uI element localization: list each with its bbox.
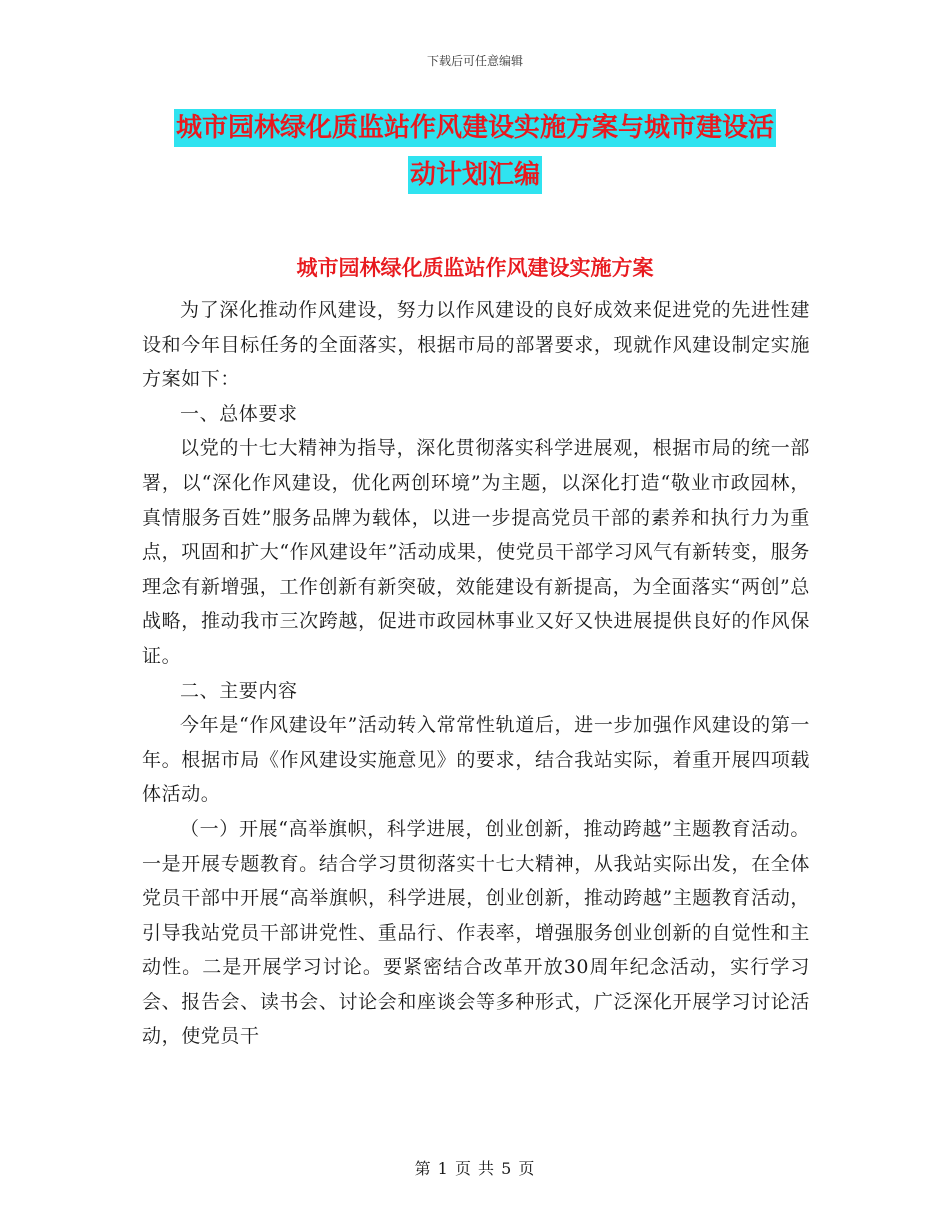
header-note: 下载后可任意编辑 [426, 54, 523, 68]
section-title: 城市园林绿化质监站作风建设实施方案 [296, 255, 654, 280]
heading-general-requirements: 一、总体要求 [180, 402, 298, 425]
document-title-highlight: 动计划汇编 [408, 156, 542, 194]
paragraph-main-content: 今年是“作风建设年”活动转入常常性轨道后，进一步加强作风建设的第一年。根据市局《作风建设实施意见》的要求，结合我站实际，着重开展四项载体活动。 [142, 714, 810, 806]
page-number: 第 1 页 共 5 页 [414, 1159, 536, 1178]
paragraph-intro: 为了深化推动作风建设，努力以作风建设的良好成效来促进党的先进性建设和今年目标任务的全面落实，根据市局的部署要求，现就作风建设制定实施方案如下： [142, 299, 810, 391]
paragraph-general-requirements: 以党的十七大精神为指导，深化贯彻落实科学进展观，根据市局的统一部署，以“深化作风建设，优化两创环境”为主题，以深化打造“敬业市政园林，真情服务百姓”服务品牌为载体，以进一步提高党员干部的素养和执行力为重点，巩固和扩大“作风建设年”活动成果，使党员干部学习风气有新转变，服务理念有新增强，工作创新有新突破，效能建设有新提高，为全面落实“两创”总战略，推动我市三次跨越，促进市政园林事业又好又快进展提供良好的作风保证。 [142, 437, 810, 667]
document-title-line-2 [0, 162, 950, 188]
paragraph-item-1: （一）开展“高举旗帜，科学进展，创业创新，推动跨越”主题教育活动。一是开展专题教育。结合学习贯彻落实十七大精神，从我站实际出发，在全体党员干部中开展“高举旗帜，科学进展，创业创新，推动跨越”主题教育活动，引导我站党员干部讲党性、重品行、作表率，增强服务创业创新的自觉性和主动性。二是开展学习讨论。要紧密结合改革开放30周年纪念活动，实行学习会、报告会、读书会、讨论会和座谈会等多种形式，广泛深化开展学习讨论活动，使党员干 [142, 817, 810, 1048]
document-body [142, 293, 810, 1054]
heading-main-content: 二、主要内容 [180, 679, 298, 702]
document-title-line-1 [0, 115, 950, 141]
document-title-highlight: 城市园林绿化质监站作风建设实施方案与城市建设活 [174, 109, 776, 147]
